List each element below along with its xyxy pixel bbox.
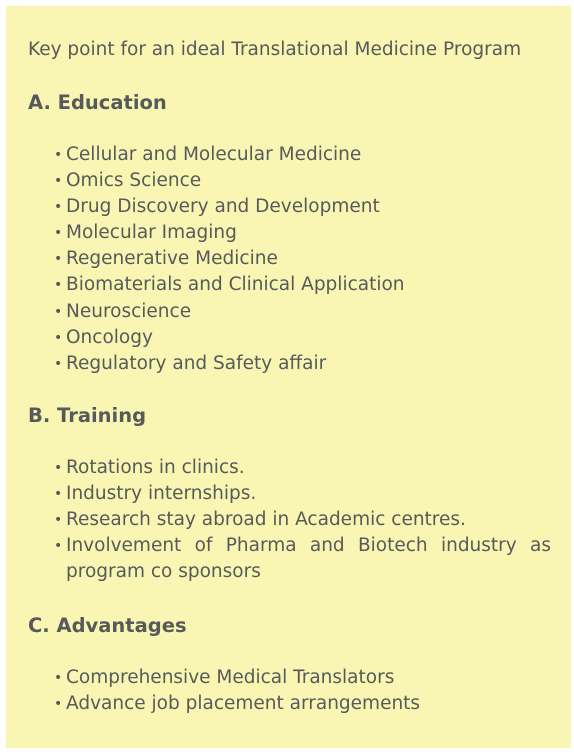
advantages-list xyxy=(54,665,551,717)
list-item: • Neuroscience xyxy=(54,299,551,325)
list-item: • Cellular and Molecular Medicine xyxy=(54,142,551,168)
bullet-icon: • xyxy=(54,173,63,190)
list-item: • Research stay abroad in Academic centres. xyxy=(54,507,551,533)
intro-text: Key point for an ideal Translational Medicine Program xyxy=(28,39,522,60)
bullet-icon: • xyxy=(54,225,63,242)
section-heading-advantages: C. Advantages xyxy=(28,614,187,637)
bullet-icon: • xyxy=(54,199,63,216)
bullet-icon: • xyxy=(54,538,63,555)
bullet-icon: • xyxy=(54,512,63,529)
list-item: • Advance job placement arrangements xyxy=(54,691,551,717)
bullet-icon: • xyxy=(54,329,63,346)
bullet-icon: • xyxy=(54,670,63,686)
list-item: • Rotations in clinics. xyxy=(54,455,551,481)
list-item: • Regulatory and Safety affair xyxy=(54,351,551,377)
training-list xyxy=(54,455,551,585)
list-item: • Regenerative Medicine xyxy=(54,246,551,272)
section-heading-training: B. Training xyxy=(28,404,147,427)
list-item: • Biomaterials and Clinical Application xyxy=(54,272,551,298)
bullet-icon: • xyxy=(54,251,63,268)
key-points-box xyxy=(6,6,571,748)
education-list xyxy=(54,142,551,377)
bullet-icon: • xyxy=(54,460,63,476)
bullet-icon: • xyxy=(54,355,63,372)
bullet-icon: • xyxy=(54,303,63,320)
list-item: • Drug Discovery and Development xyxy=(54,194,551,220)
list-item: • Molecular Imaging xyxy=(54,220,551,246)
list-item: • Comprehensive Medical Translators xyxy=(54,665,551,691)
list-item: • Involvement of Pharma and Biotech industry as program co sponsors xyxy=(54,535,551,583)
list-item: • Oncology xyxy=(54,325,551,351)
bullet-icon: • xyxy=(54,486,63,503)
section-heading-education: A. Education xyxy=(28,91,167,114)
list-item: • Industry internships. xyxy=(54,481,551,507)
bullet-icon: • xyxy=(54,696,63,713)
bullet-icon: • xyxy=(54,147,63,163)
list-item: • Omics Science xyxy=(54,168,551,194)
bullet-icon: • xyxy=(54,277,63,294)
